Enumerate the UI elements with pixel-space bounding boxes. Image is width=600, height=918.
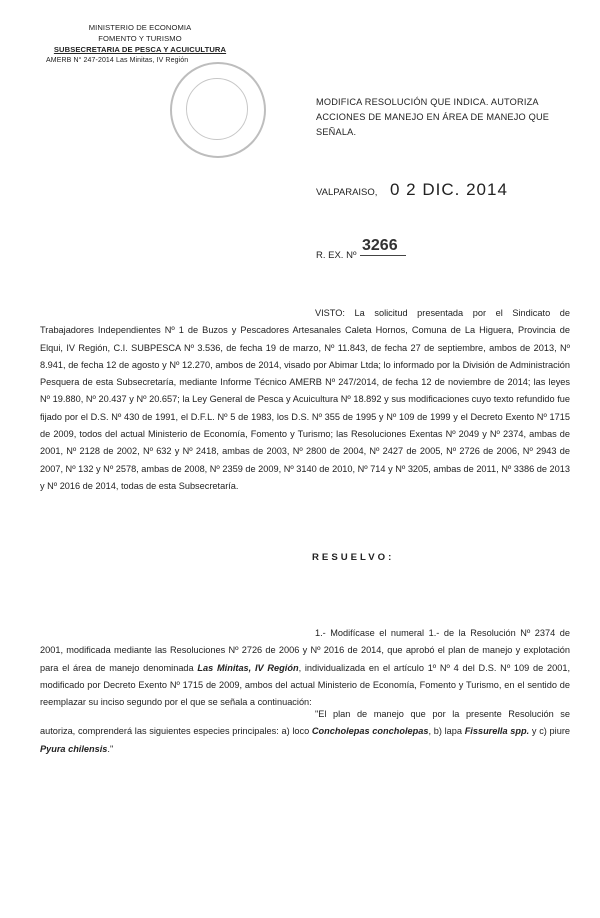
seal-inner-ring <box>186 78 248 140</box>
official-seal <box>170 62 266 158</box>
ministry-line-2: FOMENTO Y TURISMO <box>98 34 182 43</box>
article-text-1: 1.- Modifícase el numeral 1.- de la Resolución Nº 2374 de 2001, modificada mediante las Resoluciones Nº 2726 de 2006 y Nº 2016 de 2014, que aprobó el plan de manejo y explotación para el área de manejo denominada <box>40 628 570 673</box>
resuelvo-heading: RESUELVO: <box>312 552 395 563</box>
quoted-paragraph <box>40 706 570 758</box>
letterhead <box>40 22 240 66</box>
quote-text-4: ." <box>107 743 114 754</box>
quote-text-3: y c) piure <box>529 726 570 737</box>
article-1-paragraph <box>40 625 570 711</box>
rex-number: 3266 <box>360 237 406 256</box>
resolution-subject: MODIFICA RESOLUCIÓN QUE INDICA. AUTORIZA ACCIONES DE MANEJO EN ÁREA DE MANEJO QUE SEÑALA. <box>316 97 550 137</box>
amerb-reference: AMERB N° 247-2014 Las Minitas, IV Región <box>46 57 189 64</box>
area-name: Las Minitas, IV Región <box>197 662 299 673</box>
subsecretaria-line: SUBSECRETARIA DE PESCA Y ACUICULTURA <box>53 45 227 54</box>
rex-label: R. EX. Nº <box>316 250 357 261</box>
visto-text: VISTO: La solicitud presentada por el Sindicato de Trabajadores Independientes Nº 1 de Buzos y Pescadores Artesanales Caleta Hornos, Comuna de La Higuera, Provincia de Elqui, IV Región, C.I. SUBPESCA Nº 3.536, de fecha 19 de marzo, Nº 11.843, de fecha 27 de septiembre, ambos de 2013, Nº 8.941, de fecha 12 de agosto y Nº 12.270, ambos de 2014, visado por Abimar Ltda; lo informado por la División de Administración Pesquera de esta Subsecretaría, mediante Informe Técnico AMERB Nº 247/2014, de fecha 12 de noviembre de 2014; las leyes Nº 19.880, Nº 20.437 y Nº 20.657; la Ley General de Pesca y Acuicultura Nº 18.892 y sus modificaciones cuyo texto refundido fue fijado por el D.S. Nº 430 de 1991, el D.F.L. Nº 5 de 1983, los D.S. Nº 355 de 1995 y Nº 109 de 1999 y el Decreto Exento Nº 1715 de 2009, todos del actual Ministerio de Economía, Fomento y Turismo; las Resoluciones Exentas Nº 2049 y Nº 2374, ambas de 2001, Nº 2128 de 2002, Nº 632 y Nº 2418, ambas de 2003, Nº 2800 de 2004, Nº 2427 de 2005, Nº 2726 de 2006, Nº 2943 de 2007, Nº 132 y Nº 2578, ambas de 2008, Nº 2359 de 2009, Nº 3140 de 2010, Nº 714 y Nº 3205, ambas de 2011, Nº 3386 de 2013 y Nº 2016 de 2014, todas de esta Subsecretaría. <box>40 308 570 491</box>
species-concholepas: Concholepas concholepas <box>311 726 429 737</box>
ministry-line: MINISTERIO DE ECONOMIA <box>88 23 192 32</box>
visto-paragraph <box>40 305 570 495</box>
quote-text-1: "El plan de manejo que por la presente Resolución se autoriza, comprenderá las siguientes especies principales: a) loco <box>40 709 570 737</box>
article-text-2: , individualizada en el artículo 1º Nº 4 del D.S. Nº 109 de 2001, modificado por Decreto Exento Nº 1715 de 2009, ambos del actual Ministerio de Economía, Fomento y Turismo, en el sentido de reemplazar su inciso segundo por el que se señala a continuación: <box>40 662 570 708</box>
species-pyura: Pyura chilensis <box>40 743 108 754</box>
quote-text-2: , b) lapa <box>428 726 465 737</box>
species-fissurella: Fissurella spp. <box>464 726 530 737</box>
resolution-date: 0 2 DIC. 2014 <box>390 180 508 199</box>
place-label: VALPARAISO, <box>316 187 378 198</box>
